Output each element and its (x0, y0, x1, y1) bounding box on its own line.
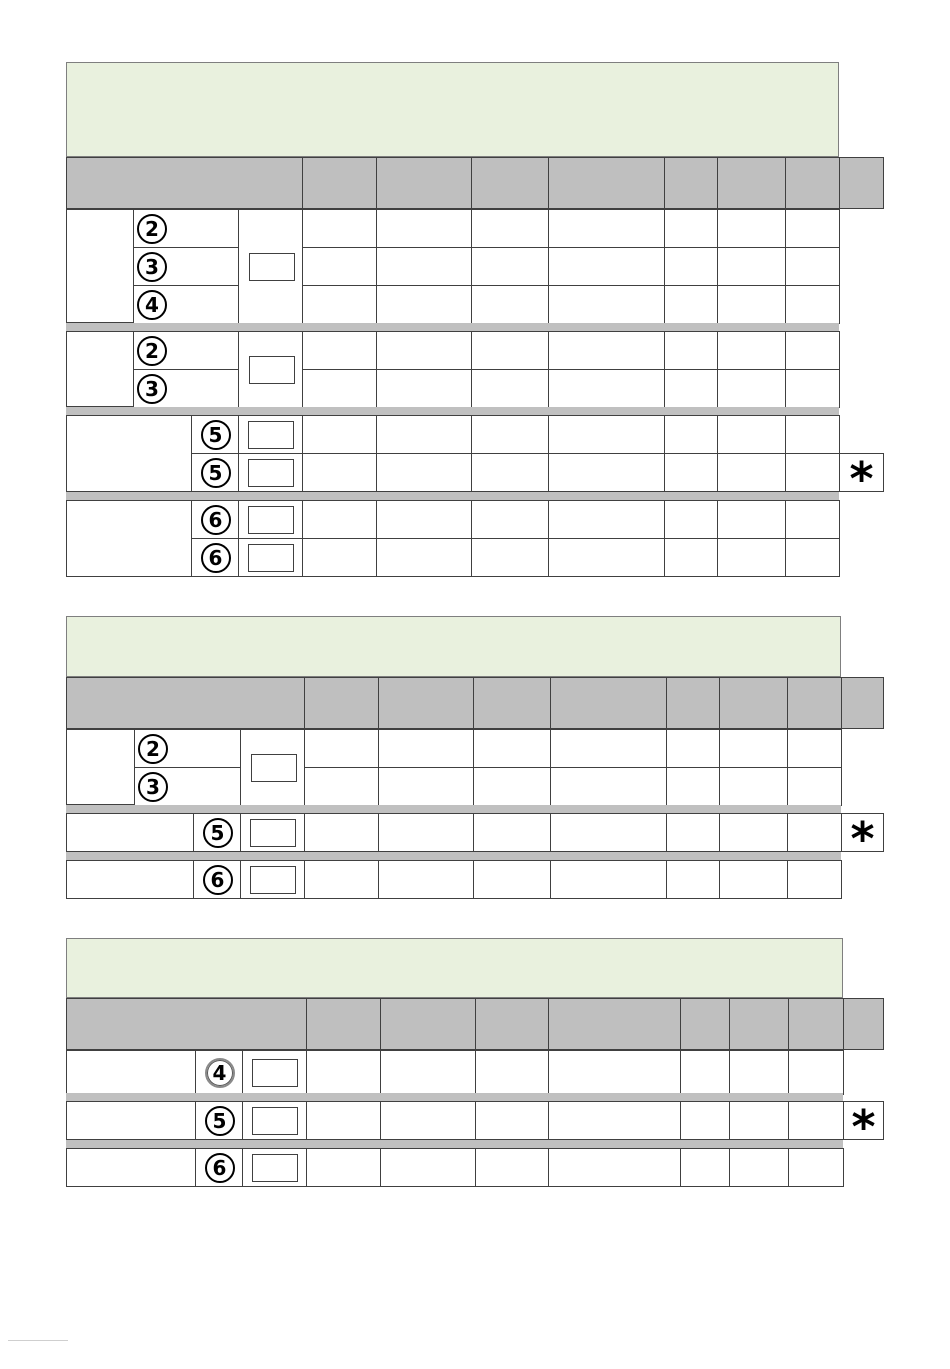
row-number-cell (133, 331, 239, 370)
data-cell[interactable] (304, 767, 379, 806)
data-cell[interactable] (664, 415, 718, 454)
entry-box[interactable] (249, 356, 295, 384)
group-label-cell (66, 331, 134, 407)
entry-box[interactable] (248, 421, 294, 449)
group-box-cell (238, 209, 303, 324)
header-column-cell (664, 157, 718, 209)
entry-box[interactable] (252, 1154, 298, 1182)
row-number-cell (195, 1050, 243, 1095)
header-column-cell (717, 157, 786, 209)
header-label-cell (66, 998, 307, 1050)
circled-number-5: 5 (203, 818, 233, 848)
data-cell[interactable] (302, 538, 377, 577)
data-cell[interactable] (729, 1101, 789, 1140)
data-cell[interactable] (473, 860, 551, 899)
circled-number-2: 2 (137, 214, 167, 244)
circled-number-3: 3 (138, 772, 168, 802)
header-column-cell (787, 677, 842, 729)
group-box-cell (238, 331, 303, 408)
data-cell[interactable] (548, 209, 665, 248)
row-box-cell (238, 500, 303, 539)
data-cell[interactable] (717, 453, 786, 492)
data-cell[interactable] (376, 500, 472, 539)
row-number-cell (195, 1101, 243, 1140)
header-label-cell (66, 157, 303, 209)
data-cell[interactable] (717, 331, 786, 370)
data-cell[interactable] (664, 331, 718, 370)
data-cell[interactable] (471, 209, 549, 248)
header-column-cell (548, 998, 681, 1050)
data-cell[interactable] (717, 500, 786, 539)
data-cell[interactable] (680, 1148, 730, 1187)
data-cell[interactable] (306, 1148, 381, 1187)
header-column-cell (666, 677, 720, 729)
data-cell[interactable] (785, 209, 840, 248)
section-title-block (66, 62, 839, 157)
row-number-cell (191, 538, 239, 577)
data-cell[interactable] (717, 369, 786, 408)
group-label-cell (66, 860, 194, 899)
data-cell[interactable] (304, 860, 379, 899)
data-cell[interactable] (473, 767, 551, 806)
data-cell[interactable] (376, 538, 472, 577)
group-label-cell (66, 729, 135, 805)
data-cell[interactable] (475, 1101, 549, 1140)
group-label-cell (66, 813, 194, 852)
data-cell[interactable] (664, 247, 718, 286)
asterisk-icon: * (850, 811, 875, 866)
section-title-block (66, 616, 841, 677)
header-column-cell (719, 677, 788, 729)
asterisk-marker (839, 451, 884, 506)
row-number-cell (133, 285, 239, 324)
entry-box[interactable] (248, 544, 294, 572)
data-cell[interactable] (729, 1148, 789, 1187)
header-column-cell (548, 157, 665, 209)
data-cell[interactable] (666, 860, 720, 899)
circled-number-6: 6 (205, 1153, 235, 1183)
data-cell[interactable] (380, 1050, 476, 1095)
footer-rule (8, 1340, 68, 1341)
row-box-cell (242, 1101, 307, 1140)
data-cell[interactable] (548, 453, 665, 492)
group-label-cell (66, 1101, 196, 1140)
asterisk-icon: * (849, 451, 874, 506)
row-number-cell (191, 415, 239, 454)
data-cell[interactable] (471, 331, 549, 370)
data-cell[interactable] (471, 538, 549, 577)
entry-box[interactable] (250, 866, 296, 894)
data-cell[interactable] (473, 813, 551, 852)
header-column-cell (302, 157, 377, 209)
circled-number-6: 6 (201, 505, 231, 535)
data-cell[interactable] (787, 767, 842, 806)
data-cell[interactable] (788, 1101, 844, 1140)
data-cell[interactable] (376, 369, 472, 408)
data-cell[interactable] (376, 453, 472, 492)
data-cell[interactable] (787, 813, 842, 852)
data-cell[interactable] (664, 500, 718, 539)
circled-number-5: 5 (201, 420, 231, 450)
circled-number-3: 3 (137, 374, 167, 404)
data-cell[interactable] (719, 729, 788, 768)
data-cell[interactable] (787, 729, 842, 768)
row-box-cell (238, 415, 303, 454)
data-cell[interactable] (664, 538, 718, 577)
data-cell[interactable] (729, 1050, 789, 1095)
group-separator-band (66, 805, 841, 813)
data-cell[interactable] (304, 729, 379, 768)
data-cell[interactable] (376, 331, 472, 370)
circled-number-4: 4 (205, 1058, 235, 1088)
data-cell[interactable] (473, 729, 551, 768)
data-cell[interactable] (785, 369, 840, 408)
group-separator-band (66, 492, 839, 500)
data-cell[interactable] (548, 500, 665, 539)
data-cell[interactable] (550, 860, 667, 899)
data-cell[interactable] (302, 453, 377, 492)
asterisk-icon: * (851, 1099, 876, 1154)
row-number-cell (195, 1148, 243, 1187)
data-cell[interactable] (717, 285, 786, 324)
entry-box[interactable] (248, 506, 294, 534)
group-separator-band (66, 407, 839, 415)
header-column-cell (475, 998, 549, 1050)
data-cell[interactable] (666, 813, 720, 852)
header-extra-cell (843, 998, 884, 1050)
header-column-cell (378, 677, 474, 729)
header-label-cell (66, 677, 305, 729)
circled-number-5: 5 (201, 458, 231, 488)
row-box-cell (242, 1148, 307, 1187)
data-cell[interactable] (785, 247, 840, 286)
data-cell[interactable] (302, 247, 377, 286)
circled-number-4: 4 (137, 290, 167, 320)
header-column-cell (471, 157, 549, 209)
data-cell[interactable] (376, 285, 472, 324)
row-box-cell (242, 1050, 307, 1095)
row-number-cell (193, 813, 241, 852)
group-label-cell (66, 1148, 196, 1187)
section-title-block (66, 938, 843, 998)
data-cell[interactable] (378, 729, 474, 768)
data-cell[interactable] (376, 415, 472, 454)
data-cell[interactable] (548, 415, 665, 454)
data-cell[interactable] (471, 500, 549, 539)
data-cell[interactable] (719, 813, 788, 852)
data-cell[interactable] (548, 1050, 681, 1095)
data-cell[interactable] (788, 1050, 844, 1095)
row-box-cell (240, 860, 305, 899)
data-cell[interactable] (550, 767, 667, 806)
data-cell[interactable] (302, 369, 377, 408)
data-cell[interactable] (666, 729, 720, 768)
group-separator-band (66, 852, 841, 860)
data-cell[interactable] (787, 860, 842, 899)
data-cell[interactable] (302, 331, 377, 370)
header-column-cell (473, 677, 551, 729)
data-cell[interactable] (471, 453, 549, 492)
header-column-cell (376, 157, 472, 209)
entry-box[interactable] (248, 459, 294, 487)
data-cell[interactable] (666, 767, 720, 806)
asterisk-marker (843, 1099, 884, 1154)
data-cell[interactable] (785, 285, 840, 324)
header-column-cell (785, 157, 840, 209)
data-cell[interactable] (302, 415, 377, 454)
data-cell[interactable] (719, 767, 788, 806)
entry-box[interactable] (249, 253, 295, 281)
header-column-cell (788, 998, 844, 1050)
row-box-cell (238, 453, 303, 492)
header-extra-cell (841, 677, 884, 729)
circled-number-3: 3 (137, 252, 167, 282)
data-cell[interactable] (475, 1148, 549, 1187)
circled-number-6: 6 (201, 543, 231, 573)
data-cell[interactable] (548, 285, 665, 324)
entry-box[interactable] (251, 754, 297, 782)
data-cell[interactable] (475, 1050, 549, 1095)
data-cell[interactable] (550, 729, 667, 768)
data-cell[interactable] (717, 209, 786, 248)
group-box-cell (240, 729, 305, 806)
data-cell[interactable] (548, 331, 665, 370)
header-column-cell (729, 998, 789, 1050)
data-cell[interactable] (785, 331, 840, 370)
group-label-cell (66, 1050, 196, 1095)
row-number-cell (134, 767, 241, 806)
header-column-cell (306, 998, 381, 1050)
data-cell[interactable] (664, 369, 718, 408)
data-cell[interactable] (717, 538, 786, 577)
data-cell[interactable] (471, 285, 549, 324)
data-cell[interactable] (471, 369, 549, 408)
data-cell[interactable] (785, 453, 840, 492)
entry-box[interactable] (252, 1059, 298, 1087)
data-cell[interactable] (380, 1101, 476, 1140)
header-column-cell (304, 677, 379, 729)
data-cell[interactable] (302, 285, 377, 324)
data-cell[interactable] (306, 1050, 381, 1095)
data-cell[interactable] (550, 813, 667, 852)
circled-number-6: 6 (203, 865, 233, 895)
data-cell[interactable] (378, 813, 474, 852)
data-cell[interactable] (664, 209, 718, 248)
header-column-cell (380, 998, 476, 1050)
row-box-cell (238, 538, 303, 577)
data-cell[interactable] (378, 860, 474, 899)
data-cell[interactable] (306, 1101, 381, 1140)
data-cell[interactable] (785, 415, 840, 454)
data-cell[interactable] (680, 1050, 730, 1095)
circled-number-2: 2 (138, 734, 168, 764)
data-cell[interactable] (548, 1148, 681, 1187)
circled-number-2: 2 (137, 336, 167, 366)
data-cell[interactable] (548, 369, 665, 408)
row-box-cell (240, 813, 305, 852)
group-separator-band (66, 1093, 843, 1101)
data-cell[interactable] (717, 247, 786, 286)
group-separator-band (66, 323, 839, 331)
row-number-cell (133, 247, 239, 286)
data-cell[interactable] (302, 209, 377, 248)
data-cell[interactable] (302, 500, 377, 539)
data-cell[interactable] (548, 538, 665, 577)
data-cell[interactable] (380, 1148, 476, 1187)
row-number-cell (133, 209, 239, 248)
data-cell[interactable] (664, 453, 718, 492)
entry-box[interactable] (252, 1107, 298, 1135)
row-number-cell (193, 860, 241, 899)
row-number-cell (134, 729, 241, 768)
data-cell[interactable] (788, 1148, 844, 1187)
row-number-cell (133, 369, 239, 408)
data-cell[interactable] (471, 247, 549, 286)
header-column-cell (550, 677, 667, 729)
row-number-cell (191, 453, 239, 492)
data-cell[interactable] (680, 1101, 730, 1140)
data-cell[interactable] (717, 415, 786, 454)
data-cell[interactable] (785, 538, 840, 577)
group-label-cell (66, 500, 192, 577)
circled-number-5: 5 (205, 1106, 235, 1136)
data-cell[interactable] (548, 247, 665, 286)
row-number-cell (191, 500, 239, 539)
header-extra-cell (839, 157, 884, 209)
group-label-cell (66, 415, 192, 492)
data-cell[interactable] (304, 813, 379, 852)
asterisk-marker (841, 811, 884, 866)
data-cell[interactable] (378, 767, 474, 806)
data-cell[interactable] (376, 247, 472, 286)
data-cell[interactable] (548, 1101, 681, 1140)
data-cell[interactable] (664, 285, 718, 324)
header-column-cell (680, 998, 730, 1050)
data-cell[interactable] (376, 209, 472, 248)
data-cell[interactable] (719, 860, 788, 899)
group-label-cell (66, 209, 134, 323)
data-cell[interactable] (471, 415, 549, 454)
entry-box[interactable] (250, 819, 296, 847)
group-separator-band (66, 1140, 843, 1148)
data-cell[interactable] (785, 500, 840, 539)
